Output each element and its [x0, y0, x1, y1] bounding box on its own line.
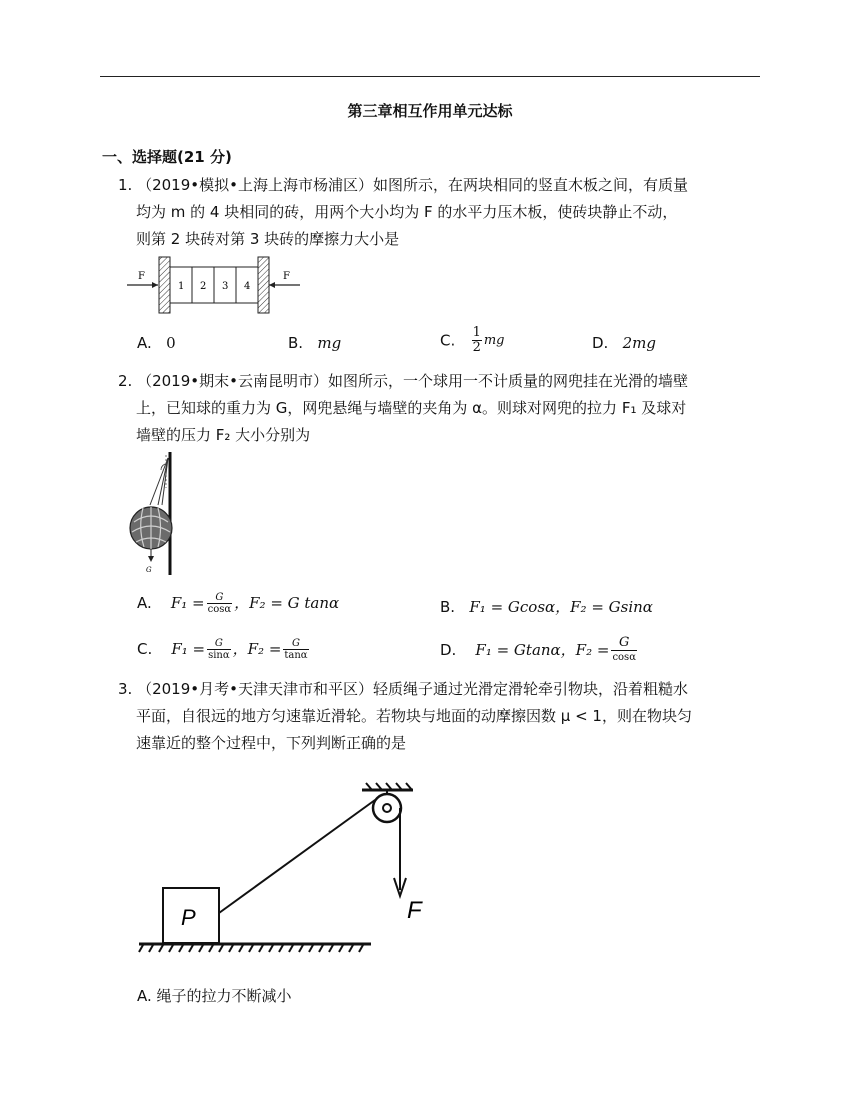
question-3-line-3: 速靠近的整个过程中，下列判断正确的是	[136, 734, 407, 752]
question-1-number: 1.	[118, 176, 133, 194]
q2-option-c: C. F₁ = $\frac{G}{\sin\alpha}$ ，F₂ = $\frac{G}{\tan\alpha}$	[137, 638, 308, 661]
q3-option-a: A. 绳子的拉力不断减小	[137, 987, 292, 1005]
question-1-line-1: 1. （2019•模拟•上海上海市杨浦区）如图所示，在两块相同的竖直木板之间，有质量	[118, 176, 688, 194]
question-2-line-3: 墙壁的压力 F₂ 大小分别为	[136, 426, 311, 444]
block-p-label: P	[181, 905, 196, 930]
brick-4-label: 4	[244, 281, 251, 292]
q1-option-b: B. mg	[288, 334, 342, 352]
q2-option-b: B. F₁ = Gcosα，F₂ = Gsinα	[440, 598, 653, 616]
q2-option-a: A. F₁ = $\frac{G}{\cos\alpha}$ ，F₂ = G tanα	[137, 592, 340, 615]
question-1-line-2: 均为 m 的 4 块相同的砖，用两个大小均为 F 的水平力压木板，使砖块静止不动，	[136, 203, 678, 221]
force-right-label: F	[283, 271, 290, 282]
force-left-label: F	[138, 271, 145, 282]
header-rule	[100, 76, 760, 77]
ball-net-wall-figure	[128, 450, 188, 580]
gravity-label: G	[146, 566, 152, 574]
pulley-block-figure	[135, 770, 435, 960]
question-2-line-2: 上，已知球的重力为 G，网兜悬绳与墙壁的夹角为 α。则球对网兜的拉力 F₁ 及球对	[136, 399, 687, 417]
question-1	[118, 172, 760, 253]
brick-press-figure	[125, 254, 315, 324]
q1-option-d: D. 2mg	[592, 334, 657, 352]
q1-option-c: C. $\frac{1}{2}$ mg	[440, 325, 505, 355]
question-2-number: 2.	[118, 372, 133, 390]
question-3	[118, 676, 760, 757]
question-2-line-1: 2. （2019•期末•云南昆明市）如图所示，一个球用一不计质量的网兜挂在光滑的墙壁	[118, 372, 688, 390]
question-1-line-3: 则第 2 块砖对第 3 块砖的摩擦力大小是	[136, 230, 400, 248]
section-heading: 一、选择题(21 分)	[102, 148, 232, 166]
question-3-line-2: 平面，自很远的地方匀速靠近滑轮。若物块与地面的动摩擦因数 μ < 1，则在物块匀	[136, 707, 692, 725]
q2-option-d: D. F₁ = Gtanα，F₂ = $\frac{G}{\cos\alpha}$	[440, 635, 636, 663]
question-2	[118, 368, 760, 449]
question-3-number: 3.	[118, 680, 133, 698]
question-3-line-1: 3. （2019•月考•天津天津市和平区）轻质绳子通过光滑定滑轮牵引物块，沿着粗糙水	[118, 680, 688, 698]
brick-2-label: 2	[200, 281, 207, 292]
pull-force-label: F	[407, 897, 422, 924]
q1-option-a: A. 0	[137, 334, 176, 352]
brick-1-label: 1	[178, 281, 185, 292]
page-title: 第三章相互作用单元达标	[347, 102, 513, 120]
brick-3-label: 3	[222, 281, 229, 292]
